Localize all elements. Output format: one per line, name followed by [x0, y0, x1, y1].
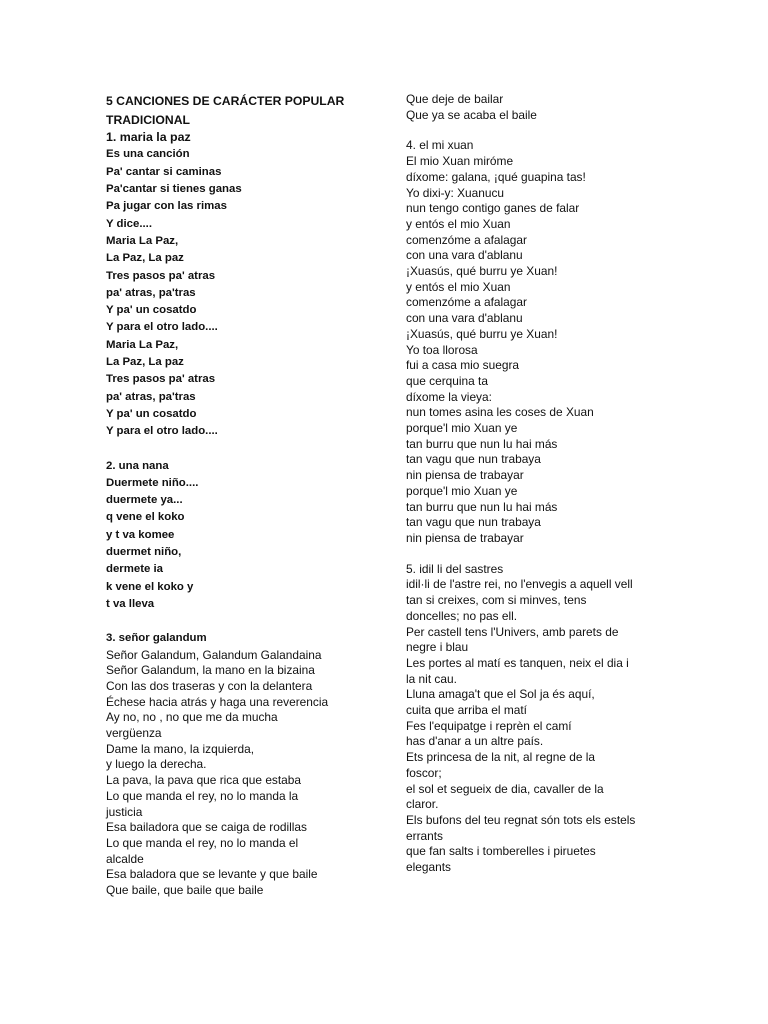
lyric-line: Dame la mano, la izquierda,	[106, 741, 255, 756]
spacer	[406, 547, 668, 562]
lyric-line: Ets princesa de la nit, al regne de la	[406, 750, 596, 765]
lyric-line: Fes l'equipatge i reprèn el camí	[406, 718, 572, 733]
lyric-line: Ay no, no , no que me da mucha	[106, 710, 278, 725]
lyric-line: dermete ia	[106, 563, 163, 576]
lyric-line: El mio Xuan miróme	[406, 154, 514, 169]
lyric-line: nin piensa de trabayar	[406, 530, 524, 545]
lyric-line: nun tengo contigo ganes de falar	[406, 201, 580, 216]
song-lyrics	[106, 146, 368, 440]
spacer	[106, 441, 368, 458]
lyric-line: Maria La Paz,	[106, 338, 179, 351]
song-2	[106, 458, 368, 614]
lyric-line: vergüenza	[106, 726, 162, 741]
lyric-line: errants	[406, 828, 444, 843]
lyric-line: Les portes al matí es tanquen, neix el dia i	[406, 655, 629, 670]
lyric-line: tan burru que nun lu hai más	[406, 499, 558, 514]
lyric-line: con una vara d'ablanu	[406, 248, 523, 263]
song-lyrics	[406, 154, 668, 547]
lyric-line: ¡Xuasús, qué burru ye Xuan!	[406, 264, 558, 279]
title-line: 5 CANCIONES DE CARÁCTER POPULAR	[106, 94, 345, 108]
lyric-line: Pa jugar con las rimas	[106, 200, 227, 213]
lyric-line: la nit cau.	[406, 671, 457, 686]
lyric-line: y t va komee	[106, 528, 175, 541]
lyric-line: Y para el otro lado....	[106, 321, 218, 334]
lyric-line: Per castell tens l'Univers, amb parets de	[406, 624, 619, 639]
song-1	[106, 129, 368, 440]
lyric-line: Que baile, que baile que baile	[106, 883, 264, 898]
lyric-line: La pava, la pava que rica que estaba	[106, 773, 302, 788]
lyric-line: La Paz, La paz	[106, 356, 184, 369]
lyric-line: Duermete niño....	[106, 476, 199, 489]
lyric-line: claror.	[406, 797, 439, 812]
song-lyrics	[106, 648, 368, 899]
spacer	[106, 613, 368, 630]
lyric-line: tan si creixes, com si minves, tens	[406, 593, 587, 608]
lyric-line: y entós el mio Xuan	[406, 216, 511, 231]
lyric-line: cuita que arriba el matí	[406, 703, 527, 718]
lyric-line: pa' atras, pa'tras	[106, 390, 196, 403]
lyric-line: Señor Galandum, la mano en la bizaina	[106, 663, 315, 678]
lyric-line: Pa' cantar si caminas	[106, 165, 222, 178]
song-heading: 4. el mi xuan	[406, 138, 474, 153]
lyric-line: Lo que manda el rey, no lo manda el	[106, 835, 299, 850]
document-title	[106, 92, 368, 129]
left-column	[106, 92, 368, 899]
lyric-line: Con las dos traseras y con la delantera	[106, 678, 313, 693]
lyric-line: t va lleva	[106, 597, 155, 610]
lyric-line: porque'l mio Xuan ye	[406, 483, 518, 498]
lyric-line: has d'anar a un altre país.	[406, 734, 544, 749]
lyric-line: idil·li de l'astre rei, no l'envegis a aquell vell	[406, 577, 633, 592]
lyric-line: Lluna amaga't que el Sol ja és aquí,	[406, 687, 595, 702]
lyric-line: y entós el mio Xuan	[406, 279, 511, 294]
lyric-line: y luego la derecha.	[106, 757, 207, 772]
lyric-line: foscor;	[406, 765, 442, 780]
lyric-line: q vene el koko	[106, 511, 185, 524]
lyric-line: ¡Xuasús, qué burru ye Xuan!	[406, 326, 558, 341]
lyric-line: Que deje de bailar	[406, 92, 504, 106]
song-lyrics	[106, 475, 368, 613]
lyric-line: duermet niño,	[106, 546, 182, 559]
lyric-line: comenzóme a afalagar	[406, 295, 527, 310]
lyric-line: tan burru que nun lu hai más	[406, 436, 558, 451]
lyric-line: Maria La Paz,	[106, 234, 179, 247]
lyric-line: Els bufons del teu regnat són tots els estels	[406, 812, 636, 827]
lyric-line: La Paz, La paz	[106, 252, 184, 265]
lyric-line: Pa'cantar si tienes ganas	[106, 183, 242, 196]
right-column	[406, 92, 668, 876]
lyric-line: Y para el otro lado....	[106, 425, 218, 438]
lyric-line: justicia	[106, 804, 143, 819]
song-3-continued	[406, 92, 668, 123]
lyric-line: Échese hacia atrás y haga una reverencia	[106, 694, 329, 709]
lyric-line: Y pa' un cosatdo	[106, 304, 197, 317]
lyric-line: Yo dixi-y: Xuanucu	[406, 185, 505, 200]
lyric-line: Lo que manda el rey, no lo manda la	[106, 788, 299, 803]
song-4	[406, 138, 668, 546]
spacer	[406, 123, 668, 138]
lyric-line: díxome: galana, ¡qué guapina tas!	[406, 169, 586, 184]
lyric-line: Tres pasos pa' atras	[106, 269, 216, 282]
lyric-line: pa' atras, pa'tras	[106, 286, 196, 299]
lyric-line: nun tomes asina les coses de Xuan	[406, 405, 594, 420]
lyric-line: tan vagu que nun trabaya	[406, 452, 541, 467]
song-heading: 2. una nana	[106, 459, 169, 472]
lyric-line: que fan salts i tomberelles i piruetes	[406, 844, 596, 859]
lyric-line: comenzóme a afalagar	[406, 232, 527, 247]
lyric-line: Y dice....	[106, 217, 153, 230]
lyric-line: Esa baladora que se levante y que baile	[106, 867, 318, 882]
lyric-line: negre i blau	[406, 640, 469, 655]
lyric-line: porque'l mio Xuan ye	[406, 421, 518, 436]
lyric-line: tan vagu que nun trabaya	[406, 515, 541, 530]
lyric-line: Tres pasos pa' atras	[106, 373, 216, 386]
song-lyrics	[406, 577, 668, 875]
lyric-line: Y pa' un cosatdo	[106, 407, 197, 420]
lyric-line: fui a casa mio suegra	[406, 358, 520, 373]
lyric-line: el sol et segueix de dia, cavaller de la	[406, 781, 604, 796]
song-3	[106, 630, 368, 899]
lyric-line: alcalde	[106, 851, 144, 866]
song-heading: 5. idil li del sastres	[406, 561, 504, 576]
lyric-line: díxome la vieya:	[406, 389, 492, 404]
lyric-line: Señor Galandum, Galandum Galandaina	[106, 647, 322, 662]
song-heading: 1. maria la paz	[106, 130, 191, 145]
lyric-line: duermete ya...	[106, 494, 183, 507]
song-heading: 3. señor galandum	[106, 632, 207, 645]
lyric-line: Esa bailadora que se caiga de rodillas	[106, 820, 307, 835]
lyric-line: doncelles; no pas ell.	[406, 608, 518, 623]
song-5	[406, 562, 668, 876]
title-line: TRADICIONAL	[106, 112, 190, 127]
lyric-line: con una vara d'ablanu	[406, 311, 523, 326]
lyric-line: Que ya se acaba el baile	[406, 107, 537, 122]
lyric-line: nin piensa de trabayar	[406, 468, 524, 483]
lyric-line: k vene el koko y	[106, 580, 194, 593]
lyric-line: Yo toa llorosa	[406, 342, 478, 357]
lyric-line: que cerquina ta	[406, 373, 488, 388]
lyric-line: elegants	[406, 860, 451, 875]
lyric-line: Es una canción	[106, 148, 190, 161]
